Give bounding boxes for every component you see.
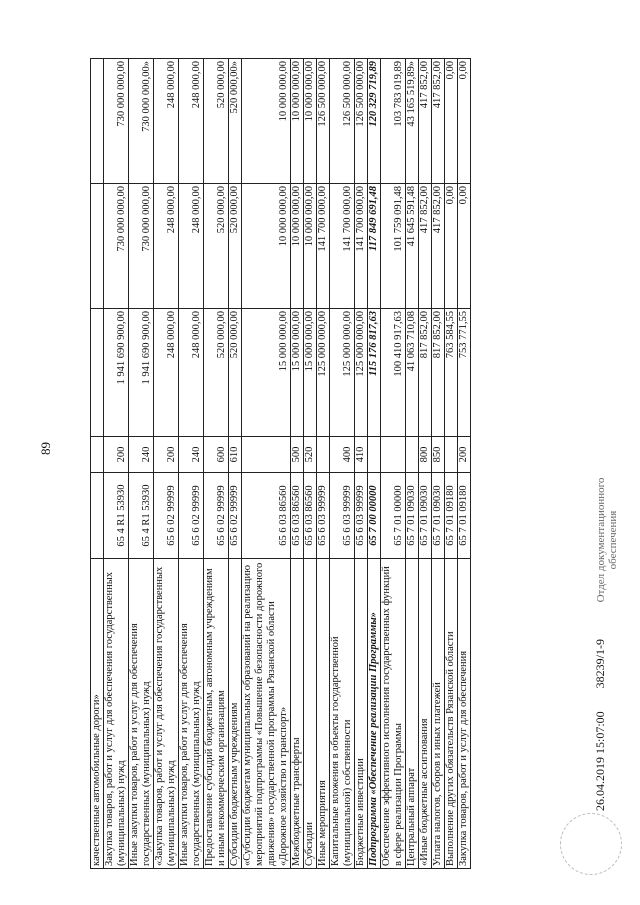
- cell-v2021: 0,00: [458, 59, 471, 184]
- cell-code: 65 4 R1 53930: [129, 473, 154, 559]
- cell-v2021: 126 500 000,00: [317, 59, 330, 184]
- department-line-1: Отдел документационного: [595, 477, 607, 603]
- cell-vr: 520: [304, 437, 317, 473]
- table-row: [355, 59, 368, 869]
- cell-name: Иные мероприятия: [317, 559, 330, 869]
- cell-v2020: 730 000 000,00: [104, 184, 129, 309]
- department-line-2: обеспечения: [607, 510, 619, 570]
- table-row: [368, 59, 381, 869]
- cell-code: 65 6 03 99999: [355, 473, 368, 559]
- cell-v2020: 10 000 000,00: [304, 184, 317, 309]
- cell-v2020: 417 852,00: [419, 184, 432, 309]
- cell-v2019: 41 063 710,08: [406, 309, 419, 437]
- cell-v2019: 125 000 000,00: [355, 309, 368, 437]
- cell-v2019: [91, 309, 104, 437]
- department-stamp: [595, 475, 619, 605]
- cell-v2020: 248 000,00: [154, 184, 179, 309]
- cell-name: Обеспечение эффективного исполнения государственных функций в сфере реализации Программы: [381, 559, 406, 869]
- cell-v2021: 10 000 000,00: [242, 59, 291, 184]
- cell-vr: 240: [179, 437, 204, 473]
- cell-v2021: 417 852,00: [419, 59, 432, 184]
- cell-code: 65 6 02 99999: [204, 473, 229, 559]
- cell-v2019: 15 000 000,00: [304, 309, 317, 437]
- footer-date: 26.04.2019 15:07:00: [593, 711, 607, 811]
- cell-v2021: 520 000,00»: [229, 59, 242, 184]
- table-row: [179, 59, 204, 869]
- cell-name: Иные закупки товаров, работ и услуг для обеспечения государственных (муниципальных) нужд: [129, 559, 154, 869]
- footer-doc-id: 38239/1-9: [593, 638, 607, 689]
- cell-vr: 850: [432, 437, 445, 473]
- cell-v2021: 126 500 000,00: [330, 59, 355, 184]
- table-row: [381, 59, 406, 869]
- cell-v2019: 753 771,55: [458, 309, 471, 437]
- cell-v2019: 763 584,55: [445, 309, 458, 437]
- cell-code: 65 7 01 09180: [458, 473, 471, 559]
- cell-v2021: 520 000,00: [204, 59, 229, 184]
- cell-code: 65 6 03 99999: [317, 473, 330, 559]
- table-row: [291, 59, 304, 869]
- cell-v2021: 730 000 000,00»: [129, 59, 154, 184]
- budget-table: [90, 58, 471, 869]
- cell-v2019: 115 176 817,63: [368, 309, 381, 437]
- page-number: 89: [38, 442, 53, 455]
- cell-v2020: 0,00: [445, 184, 458, 309]
- table-row: [204, 59, 229, 869]
- table-row: [445, 59, 458, 869]
- stamp-seal: [560, 813, 622, 875]
- cell-vr: [242, 437, 291, 473]
- budget-table-body: [91, 59, 471, 869]
- cell-code: 65 7 01 09030: [419, 473, 432, 559]
- cell-v2021: 126 500 000,00: [355, 59, 368, 184]
- cell-name: Бюджетные инвестиции: [355, 559, 368, 869]
- cell-code: 65 7 01 09030: [432, 473, 445, 559]
- cell-v2019: 1 941 690 900,00: [129, 309, 154, 437]
- cell-code: 65 6 02 99999: [154, 473, 179, 559]
- table-row: [432, 59, 445, 869]
- cell-vr: [91, 437, 104, 473]
- cell-name: Субсидии бюджетным учреждениям: [229, 559, 242, 869]
- table-row: [104, 59, 129, 869]
- cell-vr: 500: [291, 437, 304, 473]
- table-row: [304, 59, 317, 869]
- cell-v2019: 125 000 000,00: [317, 309, 330, 437]
- cell-code: 65 6 03 86560: [242, 473, 291, 559]
- cell-name: Предоставление субсидий бюджетным, автономным учреждениям и иным некоммерческим организациям: [204, 559, 229, 869]
- cell-code: 65 4 R1 53930: [104, 473, 129, 559]
- cell-name: Закупка товаров, работ и услуг для обеспечения государственных (муниципальных) нужд: [104, 559, 129, 869]
- table-row: [91, 59, 104, 869]
- cell-name: «Субсидии бюджетам муниципальных образований на реализацию мероприятий подпрограммы «Повышение безопасности дорожного движения» государственной программы Рязанской области «Дорожное хозяйство и транспорт»: [242, 559, 291, 869]
- cell-name: Выполнение других обязательств Рязанской области: [445, 559, 458, 869]
- cell-v2020: 101 759 091,48: [381, 184, 406, 309]
- cell-v2020: 520 000,00: [204, 184, 229, 309]
- cell-code: 65 7 01 09030: [406, 473, 419, 559]
- cell-vr: 200: [458, 437, 471, 473]
- cell-code: 65 6 02 99999: [179, 473, 204, 559]
- cell-v2020: 141 700 000,00: [330, 184, 355, 309]
- cell-v2020: 41 645 591,48: [406, 184, 419, 309]
- cell-v2020: 417 852,00: [432, 184, 445, 309]
- cell-name: Центральный аппарат: [406, 559, 419, 869]
- cell-name: «Закупка товаров, работ и услуг для обеспечения государственных (муниципальных) нужд: [154, 559, 179, 869]
- cell-vr: 610: [229, 437, 242, 473]
- cell-code: 65 7 01 00000: [381, 473, 406, 559]
- cell-vr: [368, 437, 381, 473]
- cell-v2020: 141 700 000,00: [355, 184, 368, 309]
- cell-vr: 200: [154, 437, 179, 473]
- table-row: [242, 59, 291, 869]
- cell-v2021: 730 000 000,00: [104, 59, 129, 184]
- cell-vr: [317, 437, 330, 473]
- cell-vr: 600: [204, 437, 229, 473]
- cell-v2021: 417 852,00: [432, 59, 445, 184]
- cell-v2020: 0,00: [458, 184, 471, 309]
- cell-v2019: 817 852,00: [432, 309, 445, 437]
- table-row: [154, 59, 179, 869]
- cell-name: Подпрограмма «Обеспечение реализации Программы»: [368, 559, 381, 869]
- cell-name: Субсидии: [304, 559, 317, 869]
- cell-vr: 800: [419, 437, 432, 473]
- cell-v2021: 0,00: [445, 59, 458, 184]
- table-row: [317, 59, 330, 869]
- cell-v2019: 817 852,00: [419, 309, 432, 437]
- cell-name: «Иные бюджетные ассигнования: [419, 559, 432, 869]
- cell-vr: 400: [330, 437, 355, 473]
- table-row: [229, 59, 242, 869]
- cell-name: качественные автомобильные дороги»: [91, 559, 104, 869]
- cell-vr: [406, 437, 419, 473]
- cell-name: Межбюджетные трансферты: [291, 559, 304, 869]
- cell-code: 65 6 03 99999: [330, 473, 355, 559]
- cell-v2020: 248 000,00: [179, 184, 204, 309]
- cell-name: Закупка товаров, работ и услуг для обеспечения: [458, 559, 471, 869]
- cell-v2021: 43 165 519,89»: [406, 59, 419, 184]
- table-row: [330, 59, 355, 869]
- cell-code: 65 6 02 99999: [229, 473, 242, 559]
- cell-vr: 200: [104, 437, 129, 473]
- cell-v2019: 248 000,00: [179, 309, 204, 437]
- table-row: [458, 59, 471, 869]
- cell-vr: [445, 437, 458, 473]
- cell-v2021: 10 000 000,00: [304, 59, 317, 184]
- cell-code: [91, 473, 104, 559]
- cell-v2021: 103 783 019,89: [381, 59, 406, 184]
- cell-name: Иные закупки товаров, работ и услуг для обеспечения государственных (муниципальных) нужд: [179, 559, 204, 869]
- cell-v2021: 120 329 719,89: [368, 59, 381, 184]
- cell-code: 65 7 01 09180: [445, 473, 458, 559]
- cell-code: 65 6 03 86560: [304, 473, 317, 559]
- cell-v2019: 520 000,00: [229, 309, 242, 437]
- footer: [593, 619, 608, 811]
- cell-v2019: 125 000 000,00: [330, 309, 355, 437]
- cell-v2020: 730 000 000,00: [129, 184, 154, 309]
- cell-v2019: 520 000,00: [204, 309, 229, 437]
- cell-v2020: 141 700 000,00: [317, 184, 330, 309]
- cell-v2019: 100 410 917,63: [381, 309, 406, 437]
- cell-vr: 410: [355, 437, 368, 473]
- cell-v2021: 248 000,00: [154, 59, 179, 184]
- table-row: [406, 59, 419, 869]
- cell-v2019: 15 000 000,00: [242, 309, 291, 437]
- table-row: [419, 59, 432, 869]
- cell-name: Уплата налогов, сборов и иных платежей: [432, 559, 445, 869]
- cell-v2020: 520 000,00: [229, 184, 242, 309]
- cell-vr: [381, 437, 406, 473]
- cell-v2019: 1 941 690 900,00: [104, 309, 129, 437]
- table-row: [129, 59, 154, 869]
- cell-v2021: [91, 59, 104, 184]
- cell-vr: 240: [129, 437, 154, 473]
- cell-name: Капитальные вложения в объекты государственной (муниципальной) собственности: [330, 559, 355, 869]
- cell-v2019: 248 000,00: [154, 309, 179, 437]
- cell-v2021: 248 000,00: [179, 59, 204, 184]
- cell-v2019: 15 000 000,00: [291, 309, 304, 437]
- cell-v2020: 10 000 000,00: [242, 184, 291, 309]
- cell-code: 65 6 03 86560: [291, 473, 304, 559]
- cell-v2020: 117 849 691,48: [368, 184, 381, 309]
- cell-v2020: [91, 184, 104, 309]
- cell-v2020: 10 000 000,00: [291, 184, 304, 309]
- cell-v2021: 10 000 000,00: [291, 59, 304, 184]
- cell-code: 65 7 00 00000: [368, 473, 381, 559]
